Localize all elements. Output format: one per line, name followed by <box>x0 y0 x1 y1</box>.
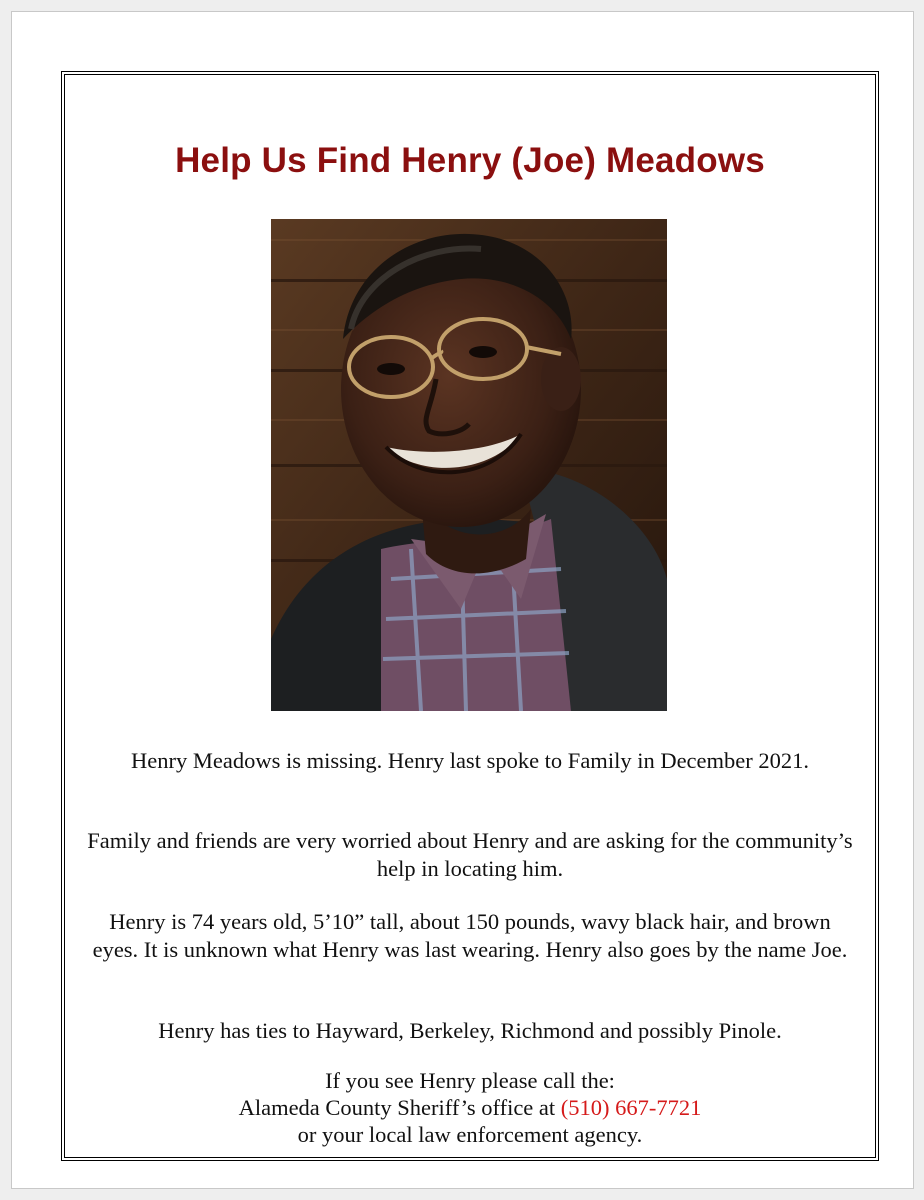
phone-number[interactable]: (510) 667-7721 <box>560 1095 702 1120</box>
description-paragraph: Henry is 74 years old, 5’10” tall, about 150 pounds, wavy black hair, and brown eyes. It is unknown what Henry was last wearing. Henry also goes by the name Joe. <box>92 909 848 962</box>
contact-info <box>85 1067 855 1148</box>
contact-intro: If you see Henry please call the: <box>325 1068 615 1093</box>
document-page <box>11 11 914 1189</box>
locations-paragraph: Henry has ties to Hayward, Berkeley, Richmond and possibly Pinole. <box>158 1018 782 1043</box>
flyer-title: Help Us Find Henry (Joe) Meadows <box>175 141 765 180</box>
missing-person-photo <box>271 219 667 711</box>
contact-alternative: or your local law enforcement agency. <box>297 1122 643 1147</box>
family-concern-paragraph: Family and friends are very worried about Henry and are asking for the community’s help in locating him. <box>87 828 853 881</box>
contact-sheriff-line <box>85 1094 855 1121</box>
missing-notice-paragraph: Henry Meadows is missing. Henry last spoke to Family in December 2021. <box>130 748 810 773</box>
flyer-border <box>61 71 879 1161</box>
sheriff-office-label: Alameda County Sheriff’s office at <box>238 1095 561 1120</box>
